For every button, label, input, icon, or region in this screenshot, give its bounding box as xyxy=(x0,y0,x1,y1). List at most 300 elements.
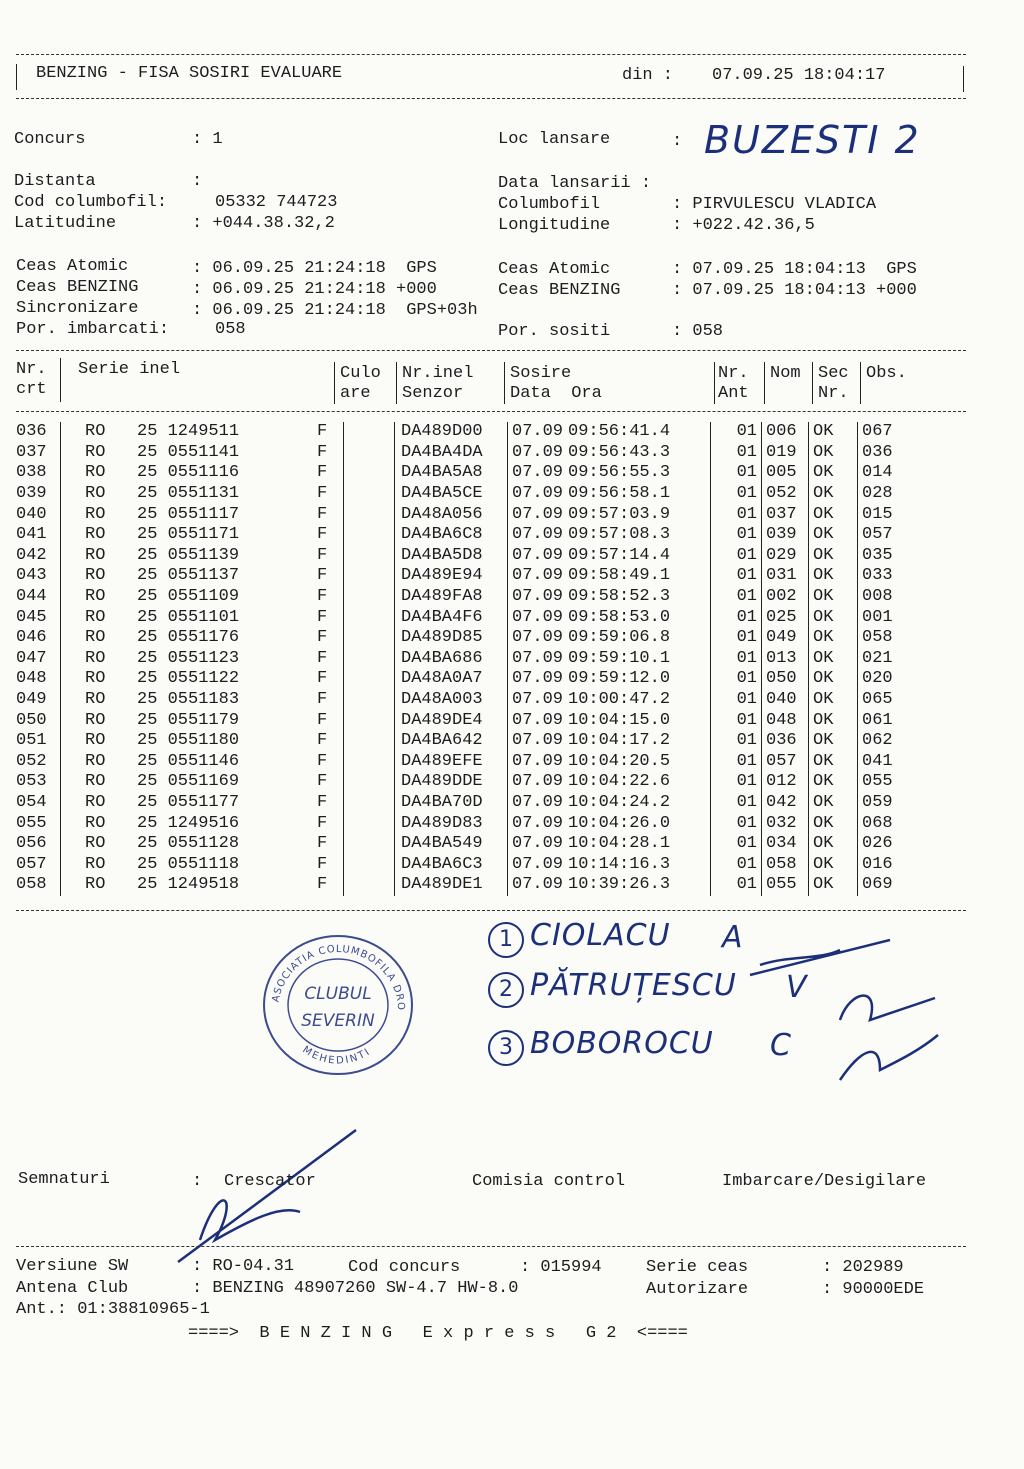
row-sex: F xyxy=(317,628,328,648)
semnaturi-colon: : xyxy=(192,1172,203,1191)
row-ring-number: 0551171 xyxy=(167,525,240,545)
row-sex: F xyxy=(317,587,328,607)
row-sensor: DA489D83 xyxy=(395,813,508,834)
row-color xyxy=(344,546,395,567)
committee-number-1: 1 xyxy=(488,922,524,958)
stamp-line2: SEVERIN xyxy=(301,1011,375,1031)
row-sensor: DA48A003 xyxy=(395,690,508,711)
row-sec: OK xyxy=(809,504,858,525)
row-ant: 01 xyxy=(711,443,762,464)
row-country: RO xyxy=(85,854,106,874)
arrivals-table xyxy=(16,422,922,896)
table-row xyxy=(16,710,922,731)
table-row xyxy=(16,628,922,649)
row-color xyxy=(344,710,395,731)
col-culoare-header-1: Culo xyxy=(340,364,381,383)
row-time: 09:59:10.1 xyxy=(568,648,671,668)
row-obs: 014 xyxy=(858,463,923,484)
row-sep xyxy=(61,587,76,608)
col-serie-header: Serie inel xyxy=(78,360,181,379)
committee-name-1: CIOLACU xyxy=(530,918,671,953)
row-ant: 01 xyxy=(711,463,762,484)
row-sex: F xyxy=(317,772,328,792)
row-time: 09:58:53.0 xyxy=(568,607,671,627)
row-sep xyxy=(61,854,76,875)
row-nr: 043 xyxy=(16,566,47,586)
row-year: 25 xyxy=(137,834,158,854)
row-time: 09:56:43.3 xyxy=(568,442,671,462)
row-year: 25 xyxy=(137,463,158,483)
row-sex: F xyxy=(317,525,328,545)
table-row xyxy=(16,525,922,546)
row-date: 07.09 xyxy=(508,484,569,505)
row-ring xyxy=(137,690,317,711)
row-sex: F xyxy=(317,504,328,524)
row-nr: 055 xyxy=(16,813,47,833)
row-date: 07.09 xyxy=(508,463,569,484)
row-ring-number: 0551177 xyxy=(167,792,240,812)
row-ring-number: 0551131 xyxy=(167,484,240,504)
col-nom-header: Nom xyxy=(770,364,801,383)
columbofil-value: : PIRVULESCU VLADICA xyxy=(672,195,877,214)
row-time: 10:04:22.6 xyxy=(568,772,671,792)
row-ant: 01 xyxy=(711,854,762,875)
row-sep xyxy=(61,875,76,896)
header-sep-culo xyxy=(334,362,335,404)
row-sec: OK xyxy=(809,875,858,896)
row-sensor: DA4BA70D xyxy=(395,793,508,814)
loc-lansare-handwritten: BUZESTI 2 xyxy=(704,118,921,162)
header-right-bar xyxy=(963,66,964,92)
row-year: 25 xyxy=(137,854,158,874)
row-ant: 01 xyxy=(711,793,762,814)
row-sep xyxy=(61,443,76,464)
row-time: 10:04:26.0 xyxy=(568,813,671,833)
row-time: 10:04:24.2 xyxy=(568,792,671,812)
row-sep xyxy=(61,546,76,567)
row-country: RO xyxy=(85,731,106,751)
row-sex: F xyxy=(317,484,328,504)
col-inel-header-2: Senzor xyxy=(402,384,464,403)
stamp-bottom-text: MEHEDINTI xyxy=(300,1044,374,1067)
row-sensor: DA489FA8 xyxy=(395,587,508,608)
row-obs: 059 xyxy=(858,793,923,814)
row-color xyxy=(344,443,395,464)
signature-crescator xyxy=(178,1130,356,1262)
row-country: RO xyxy=(85,772,106,792)
semnaturi-label: Semnaturi xyxy=(18,1170,110,1189)
row-time: 10:04:28.1 xyxy=(568,834,671,854)
longitudine-value: : +022.42.36,5 xyxy=(672,216,815,235)
row-time: 10:14:16.3 xyxy=(568,854,671,874)
row-ring-number: 0551139 xyxy=(167,545,240,565)
row-sep xyxy=(61,813,76,834)
col-ant-header-1: Nr. xyxy=(718,364,749,383)
row-country: RO xyxy=(85,669,106,689)
serie-ceas-value: : 202989 xyxy=(822,1258,904,1277)
versiune-value: : RO-04.31 xyxy=(192,1257,295,1276)
row-year: 25 xyxy=(137,813,158,833)
row-country: RO xyxy=(85,504,106,524)
row-sensor: DA489D00 xyxy=(395,422,508,443)
ceas-atomic-value-right: : 07.09.25 18:04:13 GPS xyxy=(672,260,917,279)
row-ring-number: 0551180 xyxy=(167,731,240,751)
antena-club-value: : BENZING 48907260 SW-4.7 HW-8.0 xyxy=(192,1279,519,1298)
row-ring-number: 0551116 xyxy=(167,463,240,483)
row-nr: 058 xyxy=(16,875,47,895)
row-date: 07.09 xyxy=(508,834,569,855)
row-color xyxy=(344,484,395,505)
row-ring-number: 0551146 xyxy=(167,751,240,771)
signature-1 xyxy=(750,940,890,975)
table-bottom-rule xyxy=(16,910,966,911)
row-nom: 049 xyxy=(762,628,809,649)
row-country: RO xyxy=(85,484,106,504)
table-row xyxy=(16,463,922,484)
report-date-value: 07.09.25 18:04:17 xyxy=(712,66,886,85)
report-date-label: din : xyxy=(622,66,674,85)
row-nr: 040 xyxy=(16,504,47,524)
row-date: 07.09 xyxy=(508,752,569,773)
row-sec: OK xyxy=(809,834,858,855)
row-nr: 056 xyxy=(16,834,47,854)
row-country: RO xyxy=(85,525,106,545)
committee-initial-2: V xyxy=(786,970,807,1005)
row-ring xyxy=(137,752,317,773)
row-ring xyxy=(137,669,317,690)
row-country: RO xyxy=(85,545,106,565)
row-obs: 036 xyxy=(858,443,923,464)
row-ring-number: 0551109 xyxy=(167,587,240,607)
row-nom: 002 xyxy=(762,587,809,608)
row-sep xyxy=(61,463,76,484)
row-year: 25 xyxy=(137,648,158,668)
row-year: 25 xyxy=(137,669,158,689)
distanta-value: : xyxy=(192,172,203,191)
row-date: 07.09 xyxy=(508,772,569,793)
row-sex: F xyxy=(317,834,328,854)
row-sex: F xyxy=(317,731,328,751)
stamp-outer-text: ASOCIATIA COLUMBOFILA DRO xyxy=(270,943,407,1012)
row-ant: 01 xyxy=(711,834,762,855)
row-time: 10:04:17.2 xyxy=(568,731,671,751)
row-nr: 050 xyxy=(16,710,47,730)
row-nr: 041 xyxy=(16,525,47,545)
row-nr: 039 xyxy=(16,484,47,504)
row-ant: 01 xyxy=(711,484,762,505)
data-lansarii-label: Data lansarii : xyxy=(498,174,652,193)
row-sep xyxy=(61,772,76,793)
row-sensor: DA4BA5D8 xyxy=(395,546,508,567)
row-nom: 040 xyxy=(762,690,809,711)
row-ring xyxy=(137,504,317,525)
row-year: 25 xyxy=(137,587,158,607)
row-ring-number: 0551117 xyxy=(167,504,240,524)
col-obs-header: Obs. xyxy=(866,364,907,383)
row-color xyxy=(344,607,395,628)
row-sep xyxy=(61,566,76,587)
row-sex: F xyxy=(317,669,328,689)
row-time: 09:59:12.0 xyxy=(568,669,671,689)
row-color xyxy=(344,875,395,896)
row-ring-number: 0551179 xyxy=(167,710,240,730)
row-sex: F xyxy=(317,566,328,586)
row-nr: 051 xyxy=(16,731,47,751)
row-time: 09:56:58.1 xyxy=(568,484,671,504)
row-ant: 01 xyxy=(711,546,762,567)
ceas-benzing-label-right: Ceas BENZING xyxy=(498,281,621,300)
autorizare-value: : 90000EDE xyxy=(822,1280,925,1299)
row-color xyxy=(344,669,395,690)
row-sec: OK xyxy=(809,690,858,711)
row-nr: 045 xyxy=(16,607,47,627)
row-nom: 005 xyxy=(762,463,809,484)
row-year: 25 xyxy=(137,504,158,524)
row-nr: 047 xyxy=(16,648,47,668)
row-time: 09:57:14.4 xyxy=(568,545,671,565)
col-sec-header-2: Nr. xyxy=(818,384,849,403)
row-ant: 01 xyxy=(711,813,762,834)
row-ring xyxy=(137,834,317,855)
row-color xyxy=(344,752,395,773)
row-sex: F xyxy=(317,751,328,771)
row-sensor: DA4BA4F6 xyxy=(395,607,508,628)
row-nr: 042 xyxy=(16,545,47,565)
header-bottom-rule xyxy=(16,98,966,99)
header-sep-ant xyxy=(714,362,715,404)
porumbei-imbarcati-value: 058 xyxy=(215,320,246,339)
row-ant: 01 xyxy=(711,772,762,793)
table-row xyxy=(16,854,922,875)
columbofil-label: Columbofil xyxy=(498,195,601,214)
row-ant: 01 xyxy=(711,587,762,608)
row-ring-number: 0551169 xyxy=(167,772,240,792)
row-sensor: DA4BA4DA xyxy=(395,443,508,464)
row-ring xyxy=(137,628,317,649)
row-obs: 062 xyxy=(858,731,923,752)
row-nom: 019 xyxy=(762,443,809,464)
row-ring xyxy=(137,525,317,546)
row-sensor: DA489E94 xyxy=(395,566,508,587)
porumbei-imbarcati-label: Por. imbarcati: xyxy=(16,320,170,339)
row-nr: 057 xyxy=(16,854,47,874)
col-inel-header-1: Nr.inel xyxy=(402,364,474,383)
row-date: 07.09 xyxy=(508,854,569,875)
row-sep xyxy=(61,731,76,752)
ceas-atomic-label-right: Ceas Atomic xyxy=(498,260,611,279)
row-sep xyxy=(61,752,76,773)
row-sep xyxy=(61,834,76,855)
row-nom: 013 xyxy=(762,649,809,670)
row-ring xyxy=(137,854,317,875)
row-sensor: DA4BA549 xyxy=(395,834,508,855)
row-ant: 01 xyxy=(711,731,762,752)
row-ring xyxy=(137,587,317,608)
row-date: 07.09 xyxy=(508,875,569,896)
row-ring xyxy=(137,443,317,464)
committee-name-3: BOBORОCU xyxy=(530,1026,714,1061)
col-sosire-header-1: Sosire xyxy=(510,364,572,383)
row-sec: OK xyxy=(809,813,858,834)
row-ant: 01 xyxy=(711,525,762,546)
row-sex: F xyxy=(317,607,328,627)
row-color xyxy=(344,690,395,711)
ceas-benzing-value-right: : 07.09.25 18:04:13 +000 xyxy=(672,281,917,300)
row-time: 09:58:49.1 xyxy=(568,566,671,586)
row-sensor: DA4BA6C8 xyxy=(395,525,508,546)
row-ring-number: 0551101 xyxy=(167,607,240,627)
row-ring-number: 1249518 xyxy=(167,875,240,895)
row-nr: 053 xyxy=(16,772,47,792)
table-row xyxy=(16,772,922,793)
row-sec: OK xyxy=(809,422,858,443)
row-obs: 028 xyxy=(858,484,923,505)
crescator-label: Crescator xyxy=(224,1172,316,1191)
row-time: 10:04:15.0 xyxy=(568,710,671,730)
row-date: 07.09 xyxy=(508,731,569,752)
row-ant: 01 xyxy=(711,649,762,670)
table-row xyxy=(16,834,922,855)
row-country: RO xyxy=(85,690,106,710)
table-row xyxy=(16,875,922,896)
row-obs: 016 xyxy=(858,854,923,875)
row-color xyxy=(344,834,395,855)
header-sep-nom xyxy=(764,362,765,404)
committee-number-3: 3 xyxy=(488,1030,524,1066)
row-country: RO xyxy=(85,834,106,854)
row-sep xyxy=(61,504,76,525)
row-sensor: DA48A0A7 xyxy=(395,669,508,690)
row-ring xyxy=(137,710,317,731)
row-date: 07.09 xyxy=(508,710,569,731)
row-ring xyxy=(137,566,317,587)
row-sep xyxy=(61,422,76,443)
header-sep-sosire xyxy=(504,362,505,404)
table-row xyxy=(16,607,922,628)
row-sex: F xyxy=(317,710,328,730)
row-year: 25 xyxy=(137,422,158,442)
row-time: 09:58:52.3 xyxy=(568,587,671,607)
col-nr-header-1: Nr. xyxy=(16,360,47,379)
serie-ceas-label: Serie ceas xyxy=(646,1258,749,1277)
row-nr: 048 xyxy=(16,669,47,689)
row-sex: F xyxy=(317,545,328,565)
autorizare-label: Autorizare xyxy=(646,1280,749,1299)
row-year: 25 xyxy=(137,875,158,895)
row-date: 07.09 xyxy=(508,793,569,814)
ceas-atomic-label-left: Ceas Atomic xyxy=(16,257,129,276)
comisia-control-label: Comisia control xyxy=(472,1172,626,1191)
row-country: RO xyxy=(85,813,106,833)
row-sep xyxy=(61,607,76,628)
table-row xyxy=(16,587,922,608)
row-date: 07.09 xyxy=(508,649,569,670)
row-nr: 044 xyxy=(16,587,47,607)
row-ant: 01 xyxy=(711,752,762,773)
row-obs: 061 xyxy=(858,710,923,731)
row-color xyxy=(344,422,395,443)
row-country: RO xyxy=(85,607,106,627)
sincronizare-value: : 06.09.25 21:24:18 GPS+03h xyxy=(192,301,478,320)
row-obs: 068 xyxy=(858,813,923,834)
row-nr: 052 xyxy=(16,751,47,771)
row-time: 09:57:08.3 xyxy=(568,525,671,545)
row-ring xyxy=(137,772,317,793)
row-country: RO xyxy=(85,648,106,668)
versiune-label: Versiune SW xyxy=(16,1257,129,1276)
row-sex: F xyxy=(317,813,328,833)
header-sep-sec xyxy=(812,362,813,404)
row-color xyxy=(344,649,395,670)
sincronizare-label: Sincronizare xyxy=(16,299,139,318)
stamp-line1: CLUBUL xyxy=(304,984,372,1004)
row-ring-number: 0551118 xyxy=(167,854,240,874)
brand-line: ====> B E N Z I N G E x p r e s s G 2 <==== xyxy=(188,1324,688,1343)
table-row xyxy=(16,752,922,773)
row-ant: 01 xyxy=(711,422,762,443)
row-obs: 020 xyxy=(858,669,923,690)
row-date: 07.09 xyxy=(508,422,569,443)
row-year: 25 xyxy=(137,607,158,627)
row-sec: OK xyxy=(809,546,858,567)
table-row xyxy=(16,484,922,505)
row-nom: 042 xyxy=(762,793,809,814)
ceas-atomic-value-left: : 06.09.25 21:24:18 GPS xyxy=(192,259,437,278)
row-year: 25 xyxy=(137,545,158,565)
col-nr-header-2: crt xyxy=(16,380,47,399)
row-date: 07.09 xyxy=(508,690,569,711)
row-sensor: DA4BA686 xyxy=(395,649,508,670)
table-row xyxy=(16,443,922,464)
table-row xyxy=(16,546,922,567)
header-sep-obs xyxy=(860,362,861,404)
row-ring xyxy=(137,649,317,670)
row-ring-number: 0551123 xyxy=(167,648,240,668)
row-ant: 01 xyxy=(711,504,762,525)
antena-club-label: Antena Club xyxy=(16,1279,129,1298)
row-nr: 036 xyxy=(16,422,47,442)
ceas-benzing-value-left: : 06.09.25 21:24:18 +000 xyxy=(192,280,437,299)
committee-initial-1: A xyxy=(722,920,743,955)
row-year: 25 xyxy=(137,792,158,812)
row-sep xyxy=(61,525,76,546)
row-sec: OK xyxy=(809,463,858,484)
porumbei-sositi-label: Por. sositi xyxy=(498,322,611,341)
row-nom: 006 xyxy=(762,422,809,443)
row-ant: 01 xyxy=(711,710,762,731)
row-country: RO xyxy=(85,875,106,895)
row-year: 25 xyxy=(137,442,158,462)
row-year: 25 xyxy=(137,731,158,751)
row-ring-number: 0551122 xyxy=(167,669,240,689)
latitudine-value: : +044.38.32,2 xyxy=(192,214,335,233)
row-sec: OK xyxy=(809,752,858,773)
table-header-rule xyxy=(16,411,966,412)
row-sensor: DA489DE4 xyxy=(395,710,508,731)
row-nr: 054 xyxy=(16,792,47,812)
row-country: RO xyxy=(85,442,106,462)
loc-lansare-label: Loc lansare xyxy=(498,130,611,149)
row-nom: 052 xyxy=(762,484,809,505)
row-sec: OK xyxy=(809,669,858,690)
row-date: 07.09 xyxy=(508,566,569,587)
col-ant-header-2: Ant xyxy=(718,384,749,403)
row-sex: F xyxy=(317,422,328,442)
row-year: 25 xyxy=(137,751,158,771)
row-ring xyxy=(137,422,317,443)
cod-columbofil-value: 05332 744723 xyxy=(215,193,338,212)
row-sensor: DA4BA6C3 xyxy=(395,854,508,875)
